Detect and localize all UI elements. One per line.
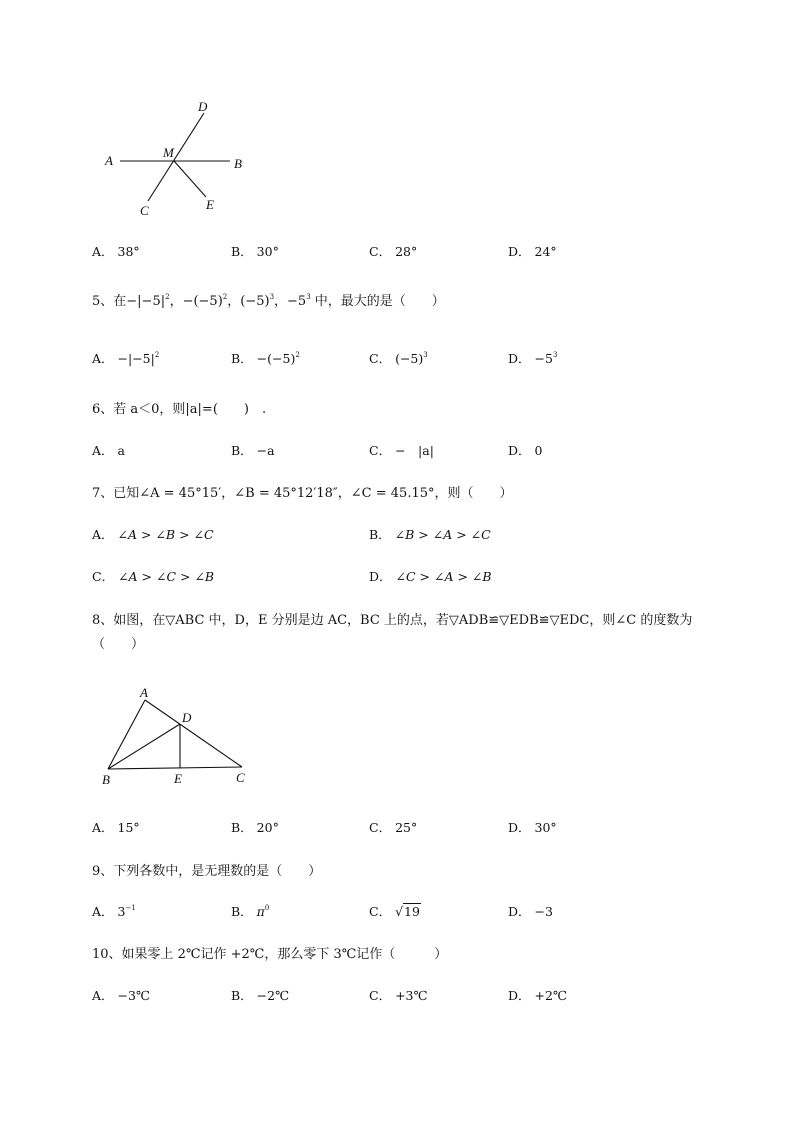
label-a: A (105, 153, 113, 168)
q4-option-d[interactable]: D． 24° (508, 244, 557, 259)
label-m: M (163, 145, 174, 160)
q6-option-a[interactable]: A． a (92, 443, 125, 458)
q4-option-b[interactable]: B． 30° (231, 244, 279, 259)
side-ac (145, 700, 242, 767)
q9-option-a[interactable]: A． $3^{-1}$ (92, 904, 136, 919)
q6-option-b[interactable]: B． −a (231, 443, 275, 458)
q10-option-d[interactable]: D． +2℃ (508, 988, 567, 1003)
question-7-stem: 7、已知∠A = 45°15′，∠B = 45°12′18″，∠C = 45.15°，则（ ） (92, 486, 513, 501)
q10-option-c[interactable]: C． +3℃ (369, 988, 428, 1003)
label-a: A (140, 685, 148, 700)
q6-option-c[interactable]: C． − |a| (369, 443, 434, 458)
question-6-stem: 6、若 a＜0，则|a|=( ) . (92, 402, 267, 417)
label-b: B (102, 772, 110, 787)
q8-option-a[interactable]: A． 15° (92, 820, 140, 835)
q5-option-b[interactable]: B． $-(-5)^2$ (231, 351, 300, 366)
segment-bd (108, 724, 180, 769)
q8-option-c[interactable]: C． 25° (369, 820, 418, 835)
q10-option-b[interactable]: B． −2℃ (231, 988, 290, 1003)
label-b: B (234, 156, 242, 171)
question-8-stem-line2: （ ） (92, 637, 145, 652)
q8-option-d[interactable]: D． 30° (508, 820, 557, 835)
question-5-stem: 5、在$-|-5|^2$，$-(-5)^2$，$(-5)^3$，$-5^3$ 中，最大的是（ ） (92, 293, 445, 309)
q4-option-a[interactable]: A． 38° (92, 244, 140, 259)
q7-option-c[interactable]: C． ∠A > ∠C > ∠B (92, 569, 215, 584)
question-8-stem: 8、如图，在▽ABC 中，D，E 分别是边 AC，BC 上的点，若▽ADB≌▽EDB≌▽EDC，则∠C 的度数为 (92, 613, 693, 628)
label-d: D (198, 99, 208, 114)
label-e: E (206, 197, 214, 212)
q8-option-b[interactable]: B． 20° (231, 820, 279, 835)
q7-option-a[interactable]: A． ∠A > ∠B > ∠C (92, 527, 214, 542)
figure-triangle-abc (98, 680, 258, 790)
line-cd (148, 113, 204, 201)
label-d: D (182, 710, 192, 725)
q9-option-b[interactable]: B． $\pi^0$ (231, 904, 270, 919)
q5-option-c[interactable]: C． $(-5)^3$ (369, 351, 428, 366)
q6-option-d[interactable]: D． 0 (508, 443, 543, 458)
side-bc (108, 767, 242, 769)
question-10-stem: 10、如果零上 2℃记作 +2℃，那么零下 3℃记作（ ） (92, 947, 448, 962)
ray-me (174, 161, 206, 197)
side-ab (108, 700, 145, 769)
q10-option-a[interactable]: A． −3℃ (92, 988, 150, 1003)
q5-option-d[interactable]: D． $-5^3$ (508, 351, 558, 366)
q7-option-b[interactable]: B． ∠B > ∠A > ∠C (369, 527, 491, 542)
q9-option-c[interactable]: C． √19 (369, 904, 420, 919)
question-9-stem: 9、下列各数中，是无理数的是（ ） (92, 864, 322, 879)
q7-option-d[interactable]: D． ∠C > ∠A > ∠B (369, 569, 492, 584)
q9-option-d[interactable]: D． −3 (508, 904, 553, 919)
figure-angle-lines (100, 95, 260, 220)
q4-option-c[interactable]: C． 28° (369, 244, 418, 259)
label-c: C (140, 203, 149, 218)
label-c: C (236, 770, 245, 785)
q5-option-a[interactable]: A． $-|-5|^2$ (92, 351, 160, 366)
label-e: E (174, 771, 182, 786)
